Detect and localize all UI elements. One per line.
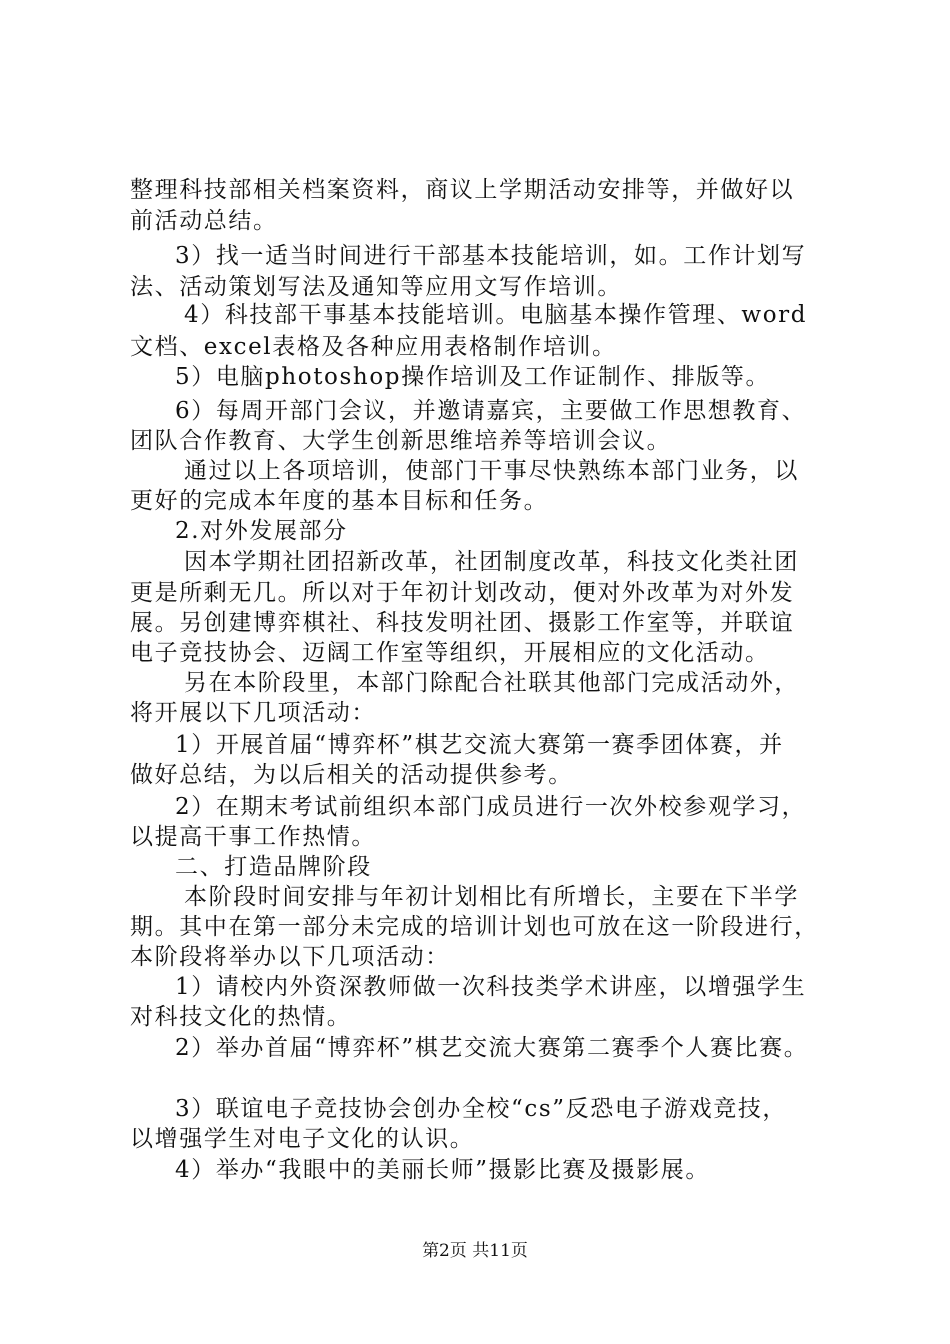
text-line: 前活动总结。 xyxy=(130,208,278,234)
text-line: 4）举办“我眼中的美丽长师”摄影比赛及摄影展。 xyxy=(175,1157,710,1183)
text-line: 对科技文化的热情。 xyxy=(130,1004,352,1030)
text-line: 通过以上各项培训，使部门干事尽快熟练本部门业务，以 xyxy=(184,458,799,484)
text-line: 本阶段时间安排与年初计划相比有所增长，主要在下半学 xyxy=(184,884,799,910)
text-line: 以提高干事工作热情。 xyxy=(130,824,376,850)
text-line: 2）在期末考试前组织本部门成员进行一次外校参观学习， xyxy=(175,794,807,820)
text-line: 以增强学生对电子文化的认识。 xyxy=(130,1126,475,1152)
text-line: 3）联谊电子竞技协会创办全校“cs”反恐电子游戏竞技， xyxy=(175,1096,788,1122)
text-line: 4）科技部干事基本技能培训。电脑基本操作管理、word xyxy=(184,302,808,328)
text-line: 因本学期社团招新改革，社团制度改革，科技文化类社团 xyxy=(184,549,799,575)
page-number-footer: 第2页 共11页 xyxy=(422,1241,528,1261)
text-line: 文档、excel表格及各种应用表格制作培训。 xyxy=(130,334,617,360)
text-line: 更好的完成本年度的基本目标和任务。 xyxy=(130,488,549,514)
text-line: 法、活动策划写法及通知等应用文写作培训。 xyxy=(130,274,622,300)
text-line: 2）举办首届“博弈杯”棋艺交流大赛第二赛季个人赛比赛。 xyxy=(175,1035,809,1061)
text-line: 做好总结，为以后相关的活动提供参考。 xyxy=(130,762,573,788)
text-line: 期。其中在第一部分未完成的培训计划也可放在这一阶段进行， xyxy=(130,914,819,940)
text-line: 展。另创建博弈棋社、科技发明社团、摄影工作室等，并联谊 xyxy=(130,610,795,636)
text-line: 5）电脑photoshop操作培训及工作证制作、排版等。 xyxy=(175,364,771,390)
text-line: 1）开展首届“博弈杯”棋艺交流大赛第一赛季团体赛，并 xyxy=(175,732,784,758)
text-line: 1）请校内外资深教师做一次科技类学术讲座，以增强学生 xyxy=(175,974,807,1000)
text-line: 6）每周开部门会议，并邀请嘉宾，主要做工作思想教育、 xyxy=(175,398,807,424)
text-line: 另在本阶段里，本部门除配合社联其他部门完成活动外， xyxy=(184,670,799,696)
text-line: 团队合作教育、大学生创新思维培养等培训会议。 xyxy=(130,428,672,454)
text-line: 本阶段将举办以下几项活动： xyxy=(130,944,450,970)
section-heading: 二、打造品牌阶段 xyxy=(175,854,372,880)
text-line: 将开展以下几项活动： xyxy=(130,700,376,726)
section-heading: 2.对外发展部分 xyxy=(175,518,348,544)
text-line: 更是所剩无几。所以对于年初计划改动，便对外改革为对外发 xyxy=(130,580,795,606)
text-line: 电子竞技协会、迈阔工作室等组织，开展相应的文化活动。 xyxy=(130,640,770,666)
text-line: 3）找一适当时间进行干部基本技能培训，如。工作计划写 xyxy=(175,243,807,269)
text-line: 整理科技部相关档案资料，商议上学期活动安排等，并做好以 xyxy=(130,177,795,203)
